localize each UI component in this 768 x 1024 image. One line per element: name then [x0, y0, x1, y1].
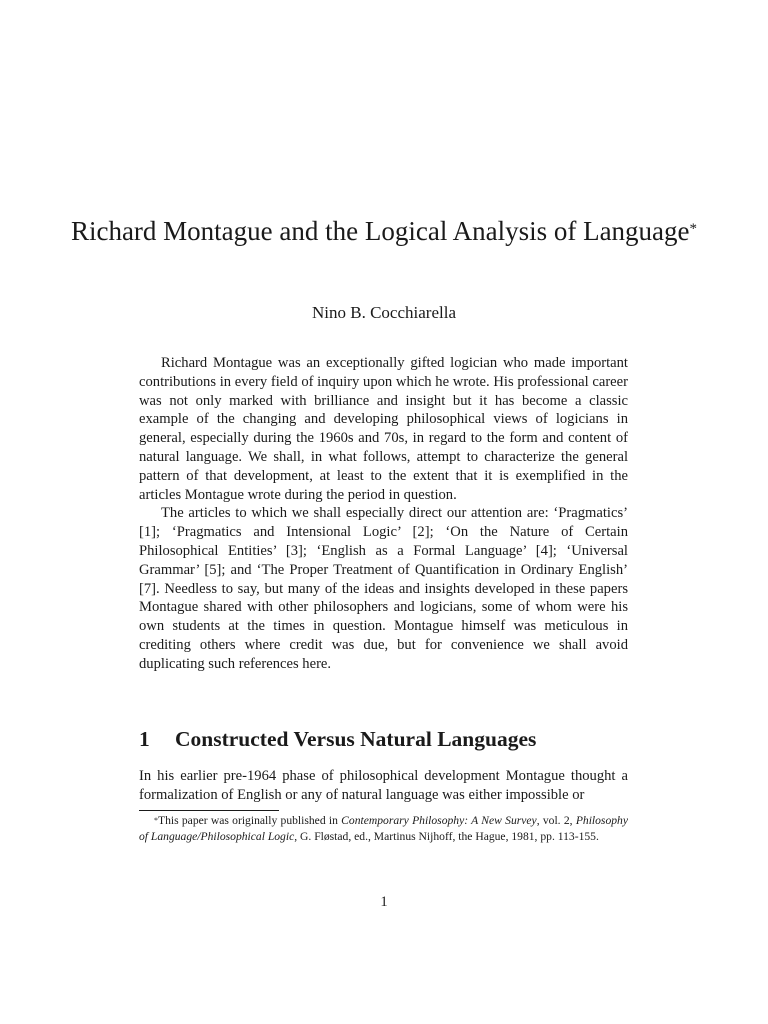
paper-title-text: Richard Montague and the Logical Analysis of Language: [70, 216, 690, 246]
footnote-text-middle: , vol. 2,: [536, 814, 576, 827]
page-number: 1: [380, 894, 388, 910]
footnote-source-title: Contemporary Philosophy: A New Survey: [341, 814, 537, 827]
intro-paragraph-2: The articles to which we shall especially direct our attention are: ‘Pragmatics’ [1]; ‘Pragmatics and Intensional Logic’ [2]; ‘On the Nature of Certain Philosophical Entities’ [3]; ‘English as a Formal Language’ [4]; ‘Universal Grammar’ [5]; and ‘The Proper Treatment of Quantification in Ordinary English’ [7]. Needless to say, but many of the ideas and insights developed in these papers Montague shared with other philosophers and logicians, some of whom were his own students at the times in question. Montague himself was meticulous in crediting others where credit was due, but for convenience we shall avoid duplicating such references here.: [139, 505, 628, 672]
intro-paragraph-1: Richard Montague was an exceptionally gifted logician who made important contributions in every field of inquiry upon which he wrote. His professional career was not only marked with brilliance and insight but it has become a classic example of the changing and developing philosophical views of logicians in general, especially during the 1960s and 70s, in regard to the form and content of natural language. We shall, in what follows, attempt to characterize the general pattern of that development, at least to the extent that it is exemplified in the articles Montague wrote during the period in question.: [139, 355, 628, 503]
author-name: Nino B. Cocchiarella: [312, 303, 456, 322]
section-paragraph: In his earlier pre-1964 phase of philosophical development Montague thought a formalization of English or any of natural language was either impossible or: [139, 768, 628, 803]
title-footnote-marker[interactable]: *: [689, 221, 698, 237]
footnote-marker: *: [154, 816, 158, 825]
footnote: [139, 813, 628, 845]
section-heading: [139, 725, 628, 753]
introduction: [139, 354, 628, 674]
paper-title: [0, 214, 768, 248]
section-number: 1: [139, 727, 150, 751]
footnote-volume-title: Philosophy of Language/Philosophical Logic: [139, 814, 628, 844]
footnote-rule: [139, 810, 279, 811]
footnote-text-after: , G. Fløstad, ed., Martinus Nijhoff, the Hague, 1981, pp. 113-155.: [294, 830, 599, 844]
footnote-text-before: This paper was originally published in: [158, 814, 342, 827]
section-title: Constructed Versus Natural Languages: [175, 727, 537, 751]
